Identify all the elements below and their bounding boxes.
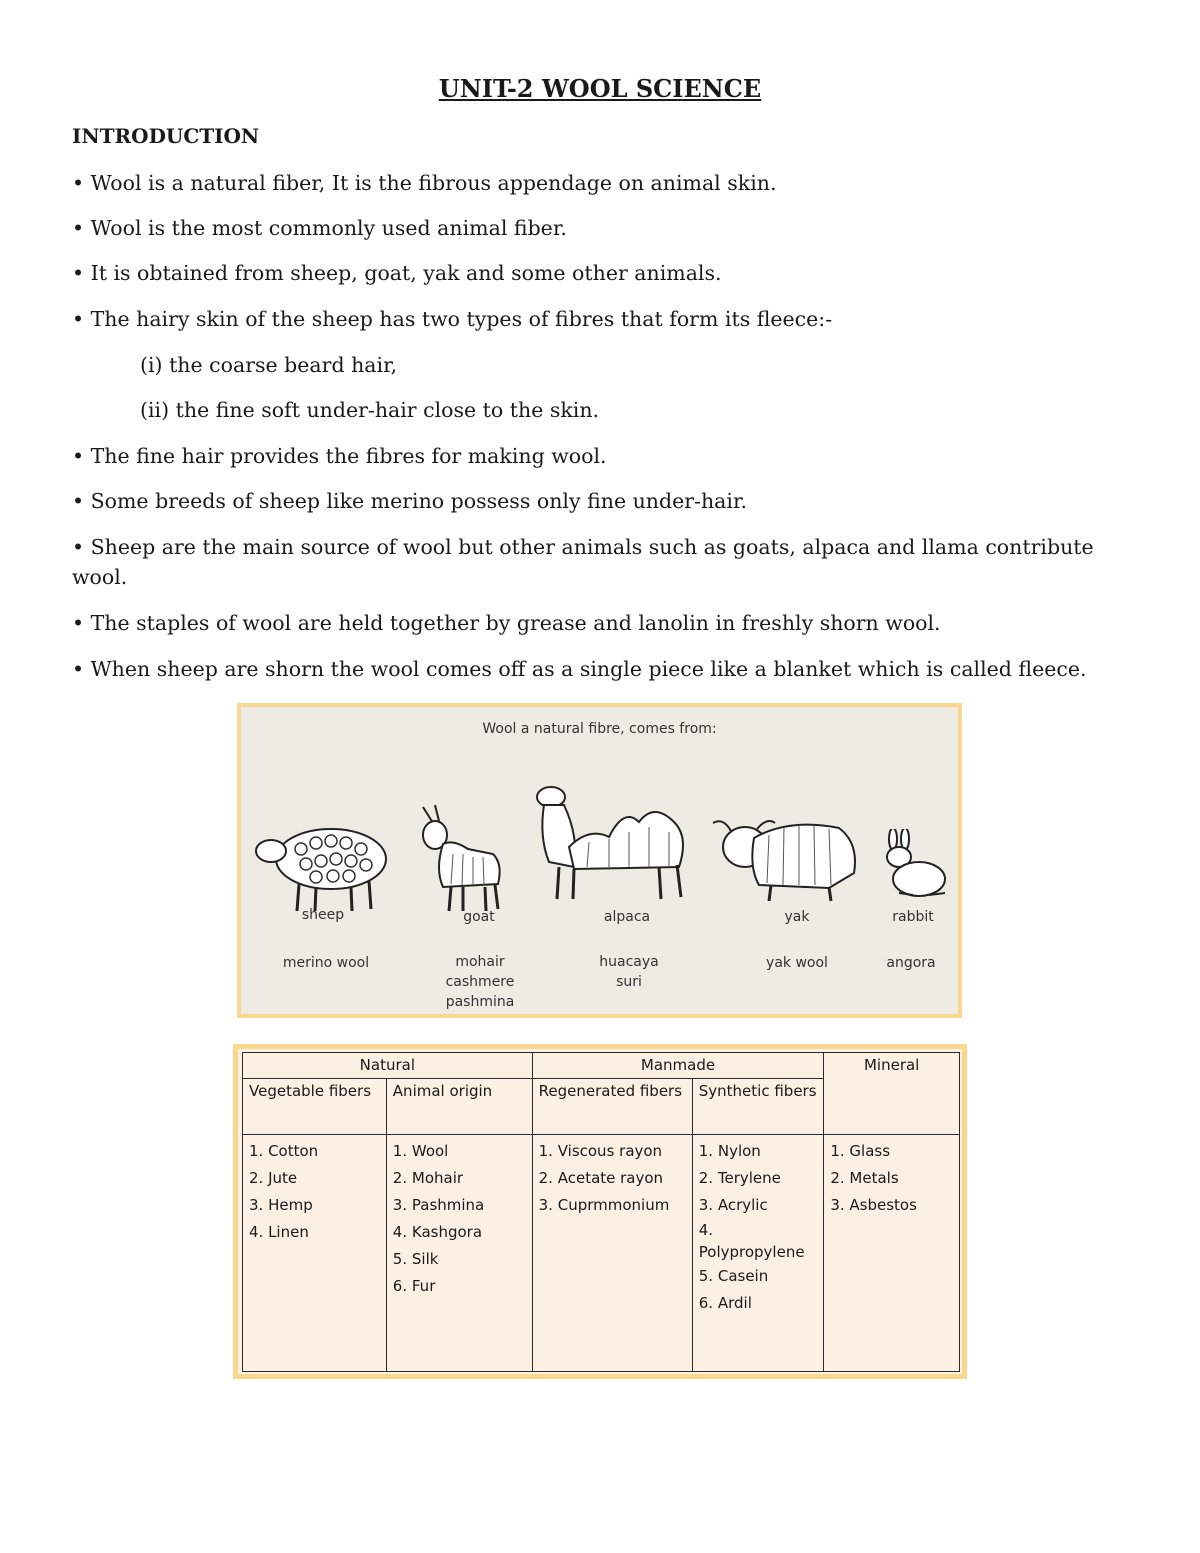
paragraph: • Wool is a natural fiber, It is the fibrous appendage on animal skin.: [72, 171, 777, 195]
group-header-manmade: Manmade: [532, 1053, 824, 1079]
fiber-classification-table: [242, 1052, 960, 1372]
animal-name: alpaca: [603, 909, 651, 925]
list-item: 6. Ardil: [698, 1294, 752, 1312]
rabbit-icon: [879, 829, 949, 899]
section-heading: INTRODUCTION: [72, 124, 260, 148]
sub-item: (i) the coarse beard hair,: [140, 353, 398, 377]
list-item: 2. Jute: [249, 1169, 298, 1187]
paragraph: • It is obtained from sheep, goat, yak and some other animals.: [72, 261, 722, 285]
list-item: 2. Terylene: [698, 1169, 781, 1187]
figure-title: Wool a natural fibre, comes from:: [482, 721, 717, 737]
wool-type: angora: [886, 955, 936, 971]
animal-name: yak: [784, 909, 810, 925]
list-item: 2. Mohair: [392, 1169, 464, 1187]
subheader: Synthetic fibers: [692, 1079, 824, 1135]
list-item: 4. Polypropylene: [698, 1221, 805, 1261]
fiber-list-animal: [386, 1135, 532, 1372]
animal-name: sheep: [301, 907, 345, 923]
paragraph: • Some breeds of sheep like merino possess only fine under-hair.: [72, 489, 748, 513]
list-item: 2. Metals: [830, 1169, 899, 1187]
page-title: UNIT-2 WOOL SCIENCE: [438, 74, 762, 103]
list-item: 3. Asbestos: [830, 1196, 917, 1214]
list-item: 5. Silk: [392, 1250, 439, 1268]
animal-name: goat: [463, 909, 495, 925]
wool-type: merino wool: [282, 955, 370, 971]
wool-sources-figure: [237, 703, 962, 1018]
list-item: 1. Viscous rayon: [538, 1142, 663, 1160]
list-item: 1. Wool: [392, 1142, 449, 1160]
alpaca-icon: [529, 777, 699, 902]
wool-type: mohair: [455, 954, 505, 970]
fiber-list-synthetic: [692, 1135, 824, 1372]
fiber-list-mineral: [824, 1135, 960, 1372]
list-item: 2. Acetate rayon: [538, 1169, 664, 1187]
wool-type: cashmere: [445, 974, 515, 990]
yak-icon: [709, 813, 859, 903]
list-item: 3. Acrylic: [698, 1196, 768, 1214]
paragraph: • The staples of wool are held together by grease and lanolin in freshly shorn wool.: [72, 611, 941, 635]
list-item: 3. Cuprmmonium: [538, 1196, 670, 1214]
wool-type: suri: [616, 974, 642, 990]
fiber-classification-figure: [233, 1044, 967, 1379]
wool-type: huacaya: [599, 954, 659, 970]
list-item: 3. Pashmina: [392, 1196, 485, 1214]
list-item: 4. Linen: [249, 1223, 309, 1241]
list-item: 4. Kashgora: [392, 1223, 483, 1241]
group-header-natural: Natural: [243, 1053, 533, 1079]
sub-item: (ii) the fine soft under-hair close to the skin.: [140, 398, 600, 422]
list-item: 6. Fur: [392, 1277, 436, 1295]
animal-name: rabbit: [892, 909, 934, 925]
paragraph: • When sheep are shorn the wool comes off as a single piece like a blanket which is called fleece.: [72, 657, 1087, 681]
subheader: Vegetable fibers: [243, 1079, 387, 1135]
fiber-list-vegetable: [243, 1135, 387, 1372]
paragraph: • The fine hair provides the fibres for making wool.: [72, 444, 607, 468]
list-item: 1. Nylon: [698, 1142, 761, 1160]
wool-type: yak wool: [766, 955, 828, 971]
list-item: 3. Hemp: [249, 1196, 313, 1214]
goat-icon: [413, 799, 508, 914]
list-item: 1. Cotton: [249, 1142, 319, 1160]
wool-type-list: [559, 952, 699, 992]
sheep-icon: [251, 819, 396, 914]
paragraph: • The hairy skin of the sheep has two types of fibres that form its fleece:-: [72, 307, 833, 331]
list-item: 5. Casein: [698, 1267, 769, 1285]
fiber-list-regenerated: [532, 1135, 692, 1372]
group-header-mineral: Mineral: [824, 1053, 960, 1135]
list-item: 1. Glass: [830, 1142, 891, 1160]
wool-type-list: [410, 952, 550, 1012]
subheader: Animal origin: [386, 1079, 532, 1135]
paragraph: • Wool is the most commonly used animal fiber.: [72, 216, 567, 240]
paragraph: • Sheep are the main source of wool but other animals such as goats, alpaca and llama contribute wool.: [72, 535, 1094, 589]
subheader: Regenerated fibers: [532, 1079, 692, 1135]
wool-type: pashmina: [445, 994, 515, 1010]
